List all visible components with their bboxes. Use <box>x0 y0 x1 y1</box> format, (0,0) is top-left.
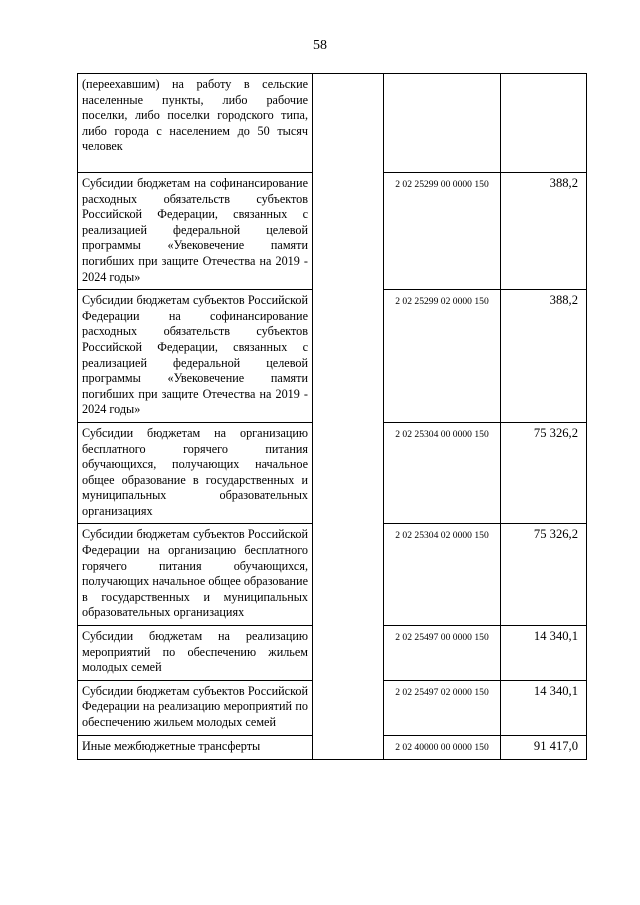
row-amount: 14 340,1 <box>501 680 587 735</box>
row-name: Субсидии бюджетам субъектов Российской Федерации на организацию бесплатного горячего питания обучающихся, получающих начальное общее образование в государственных и муниципальных образовательных организациях <box>78 524 313 626</box>
row-code: 2 02 25304 00 0000 150 <box>384 422 501 524</box>
row-code: 2 02 25299 02 0000 150 <box>384 290 501 423</box>
row-name: Иные межбюджетные трансферты <box>78 735 313 760</box>
row-code: 2 02 25497 02 0000 150 <box>384 680 501 735</box>
table-row <box>78 74 587 173</box>
row-name: Субсидии бюджетам на организацию бесплатного горячего питания обучающихся, получающих начальное общее образование в государственных и муниципальных образовательных организациях <box>78 422 313 524</box>
row-amount: 388,2 <box>501 290 587 423</box>
row-name: (переехавшим) на работу в сельские населенные пункты, либо рабочие поселки, либо поселки городского типа, либо города с населением до 50 тысяч человек <box>78 74 313 173</box>
row-name: Субсидии бюджетам на реализацию мероприятий по обеспечению жильем молодых семей <box>78 626 313 681</box>
row-code: 2 02 25497 00 0000 150 <box>384 626 501 681</box>
row-code <box>384 74 501 173</box>
empty-cell <box>313 74 384 760</box>
row-code: 2 02 25304 02 0000 150 <box>384 524 501 626</box>
page-number: 58 <box>313 38 327 53</box>
row-amount: 75 326,2 <box>501 524 587 626</box>
row-name: Субсидии бюджетам на софинансирование расходных обязательств субъектов Российской Федерации, связанных с реализацией федеральной целевой программы «Увековечение памяти погибших при защите Отечества на 2019 - 2024 годы» <box>78 173 313 290</box>
row-amount: 388,2 <box>501 173 587 290</box>
budget-table <box>77 73 587 760</box>
row-code: 2 02 40000 00 0000 150 <box>384 735 501 760</box>
row-amount: 91 417,0 <box>501 735 587 760</box>
row-name: Субсидии бюджетам субъектов Российской Федерации на реализацию мероприятий по обеспечению жильем молодых семей <box>78 680 313 735</box>
row-name: Субсидии бюджетам субъектов Российской Федерации на софинансирование расходных обязательств субъектов Российской Федерации, связанных с реализацией федеральной целевой программы «Увековечение памяти погибших при защите Отечества на 2019 - 2024 годы» <box>78 290 313 423</box>
row-code: 2 02 25299 00 0000 150 <box>384 173 501 290</box>
row-amount: 14 340,1 <box>501 626 587 681</box>
row-amount <box>501 74 587 173</box>
row-amount: 75 326,2 <box>501 422 587 524</box>
